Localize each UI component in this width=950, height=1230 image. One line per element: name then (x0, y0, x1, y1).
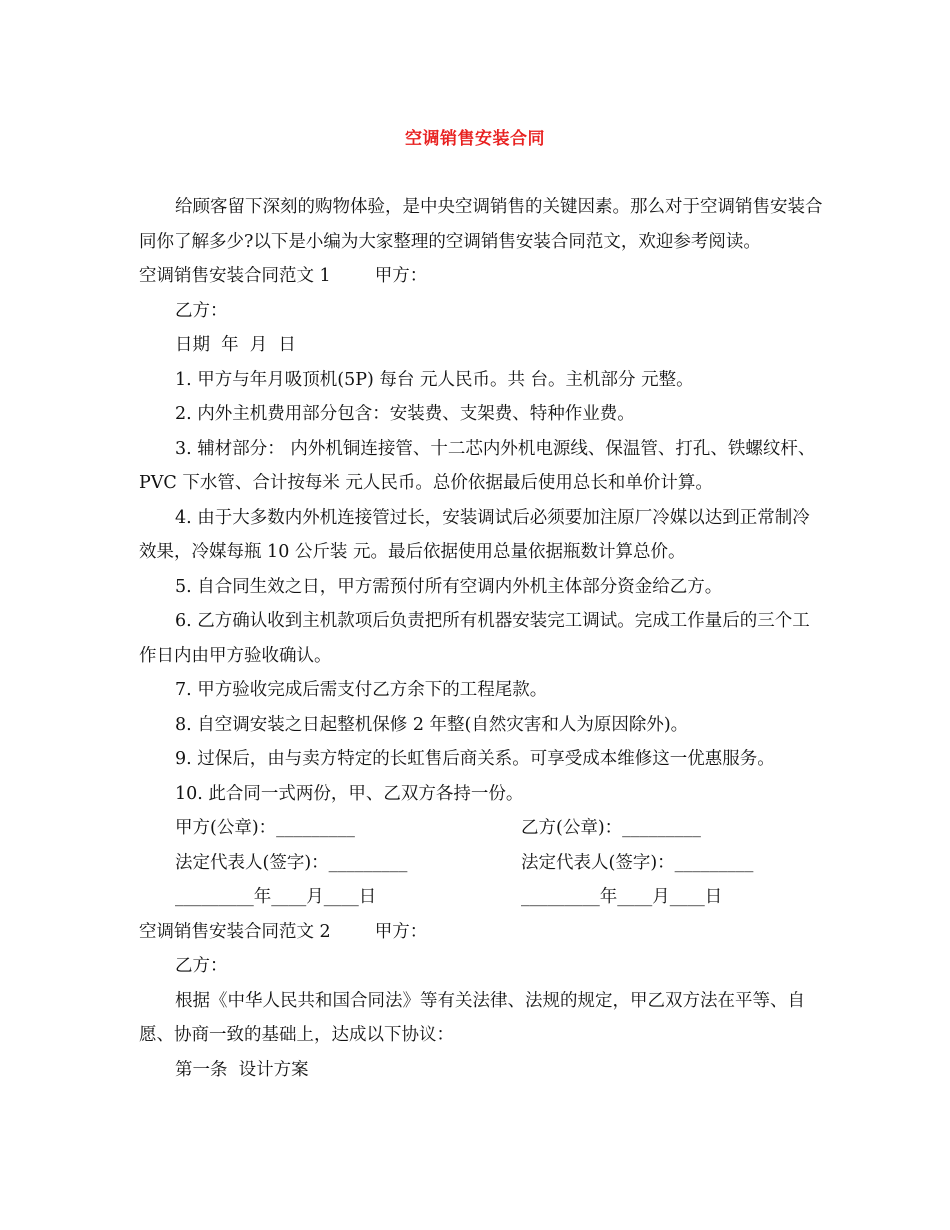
contract-item: 3. 辅材部分： 内外机铜连接管、十二芯内外机电源线、保温管、打孔、铁螺纹杆、PVC 下水管、合计按每米 元人民币。总价依据最后使用总长和单价计算。 (139, 438, 816, 493)
party-a-date-field: _________年____月____日 (175, 887, 377, 907)
sample2-heading: 空调销售安装合同范文 2 (139, 921, 331, 942)
intro-paragraph: 给顾客留下深刻的购物体验，是中央空调销售的关键因素。那么对于空调销售安装合同你了解多少?以下是小编为大家整理的空调销售安装合同范文，欢迎参考阅读。 (139, 197, 823, 252)
contract-item: 8. 自空调安装之日起整机保修 2 年整(自然灾害和人为原因除外)。 (175, 714, 689, 735)
contract-item: 7. 甲方验收完成后需支付乙方余下的工程尾款。 (175, 680, 548, 700)
sample1-party-a: 甲方： (374, 266, 428, 286)
sample1-date-line: 日期 年 月 日 (175, 335, 296, 355)
sample2-preamble: 根据《中华人民共和国合同法》等有关法律、法规的规定，甲乙双方法在平等、自愿、协商一致的基础上，达成以下协议： (139, 990, 805, 1045)
sample2-party-a: 甲方： (374, 921, 428, 942)
party-a-seal-field: 甲方(公章)：_________ (175, 818, 355, 838)
signature-row-date (139, 880, 825, 915)
party-b-seal-field: 乙方(公章)：_________ (521, 818, 701, 838)
sample2-article-1: 第一条 设计方案 (175, 1059, 309, 1080)
party-b-rep-field: 法定代表人(签字)：_________ (521, 852, 754, 873)
party-b-date-field: _________年____月____日 (521, 887, 723, 907)
contract-item: 5. 自合同生效之日，甲方需预付所有空调内外机主体部分资金给乙方。 (175, 576, 723, 597)
contract-item: 10. 此合同一式两份，甲、乙双方各持一份。 (175, 783, 524, 804)
sample1-party-b: 乙方： (175, 300, 228, 321)
document-body (139, 190, 825, 1087)
contract-item: 4. 由于大多数内外机连接管过长，安装调试后必须要加注原厂冷媒以达到正常制冷效果，冷媒每瓶 10 公斤装 元。最后依据使用总量依据瓶数计算总价。 (139, 507, 810, 562)
sample1-heading-line (139, 259, 825, 294)
contract-item: 9. 过保后，由与卖方特定的长虹售后商关系。可享受成本维修这一优惠服务。 (175, 749, 775, 769)
contract-item: 6. 乙方确认收到主机款项后负责把所有机器安装完工调试。完成工作量后的三个工作日内由甲方验收确认。 (139, 611, 810, 666)
sample2-heading-line (139, 915, 825, 950)
contract-item: 1. 甲方与年月吸顶机(5P) 每台 元人民币。共 台。主机部分 元整。 (175, 369, 694, 390)
signature-row-seal (139, 811, 825, 846)
signature-row-rep (139, 846, 825, 881)
party-a-rep-field: 法定代表人(签字)：_________ (175, 852, 408, 873)
sample1-heading: 空调销售安装合同范文 1 (139, 266, 331, 286)
sample2-party-b: 乙方： (175, 956, 228, 976)
contract-item: 2. 内外主机费用部分包含：安装费、支架费、特种作业费。 (175, 404, 635, 424)
document-title: 空调销售安装合同 (405, 129, 545, 149)
